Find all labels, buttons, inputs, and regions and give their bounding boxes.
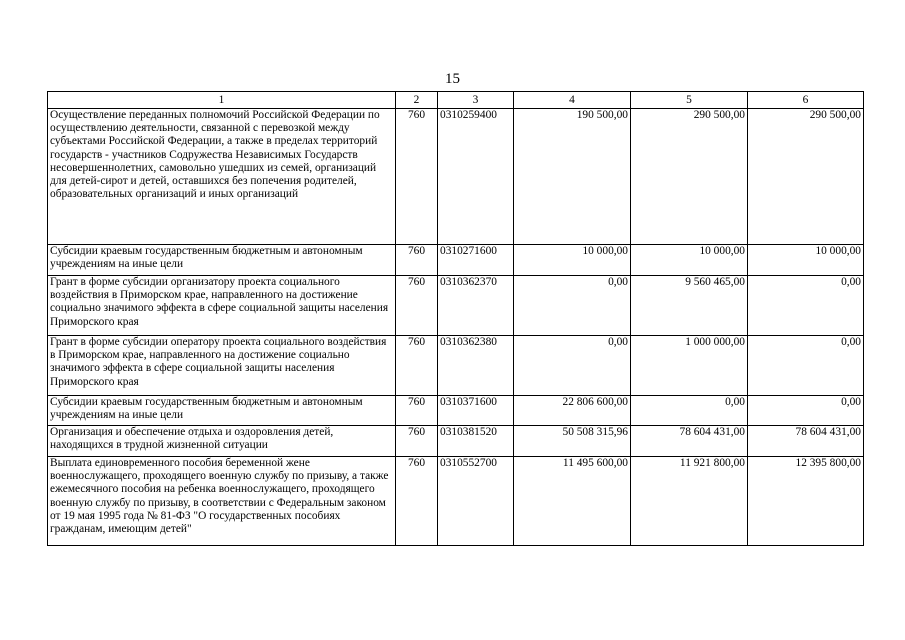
row-target-article: 0310381520 <box>438 426 514 457</box>
header-col-2: 2 <box>396 92 438 109</box>
row-amount-col5: 290 500,00 <box>631 109 748 245</box>
row-code: 760 <box>396 396 438 426</box>
row-code: 760 <box>396 276 438 336</box>
row-amount-col6: 10 000,00 <box>748 245 864 276</box>
row-target-article: 0310371600 <box>438 396 514 426</box>
table-row <box>48 109 864 245</box>
row-amount-col5: 0,00 <box>631 396 748 426</box>
row-target-article: 0310271600 <box>438 245 514 276</box>
row-name: Грант в форме субсидии оператору проекта социального воздействия в Приморском крае, направленного на достижение социально значимого эффекта в сфере социальной защиты населения Приморского края <box>48 336 396 396</box>
page-number: 15 <box>445 71 460 87</box>
row-target-article: 0310552700 <box>438 457 514 546</box>
row-amount-col5: 10 000,00 <box>631 245 748 276</box>
row-code: 760 <box>396 426 438 457</box>
row-amount-col4: 22 806 600,00 <box>514 396 631 426</box>
row-amount-col6: 78 604 431,00 <box>748 426 864 457</box>
table-row <box>48 396 864 426</box>
row-code: 760 <box>396 245 438 276</box>
row-amount-col6: 0,00 <box>748 396 864 426</box>
row-amount-col4: 10 000,00 <box>514 245 631 276</box>
row-target-article: 0310362380 <box>438 336 514 396</box>
row-amount-col4: 0,00 <box>514 336 631 396</box>
row-name: Грант в форме субсидии организатору проекта социального воздействия в Приморском крае, направленного на достижение социально значимого эффекта в сфере социальной защиты населения Приморского края <box>48 276 396 336</box>
row-target-article: 0310259400 <box>438 109 514 245</box>
header-col-3: 3 <box>438 92 514 109</box>
row-amount-col4: 0,00 <box>514 276 631 336</box>
table-header-row <box>48 92 864 109</box>
row-amount-col6: 12 395 800,00 <box>748 457 864 546</box>
header-col-6: 6 <box>748 92 864 109</box>
row-amount-col6: 0,00 <box>748 336 864 396</box>
row-amount-col5: 78 604 431,00 <box>631 426 748 457</box>
row-name: Осуществление переданных полномочий Российской Федерации по осуществлению деятельности, связанной с перевозкой между субъектами Российской Федерации, а также в пределах территорий государств - участников Содружества Независимых Государств несовершеннолетних, самовольно ушедших из семей, организаций для детей-сирот и детей, оставшихся без попечения родителей, образовательных организаций и иных организаций <box>48 109 396 245</box>
row-target-article: 0310362370 <box>438 276 514 336</box>
header-col-1: 1 <box>48 92 396 109</box>
table-row <box>48 457 864 546</box>
table-row <box>48 336 864 396</box>
row-amount-col6: 0,00 <box>748 276 864 336</box>
row-code: 760 <box>396 109 438 245</box>
row-code: 760 <box>396 457 438 546</box>
row-amount-col4: 50 508 315,96 <box>514 426 631 457</box>
table-row <box>48 245 864 276</box>
header-col-5: 5 <box>631 92 748 109</box>
row-amount-col5: 1 000 000,00 <box>631 336 748 396</box>
row-amount-col6: 290 500,00 <box>748 109 864 245</box>
row-amount-col4: 190 500,00 <box>514 109 631 245</box>
row-amount-col4: 11 495 600,00 <box>514 457 631 546</box>
row-amount-col5: 9 560 465,00 <box>631 276 748 336</box>
row-name: Субсидии краевым государственным бюджетным и автономным учреждениям на иные цели <box>48 396 396 426</box>
table-row <box>48 426 864 457</box>
row-name: Выплата единовременного пособия беременной жене военнослужащего, проходящего военную службу по призыву, а также ежемесячного пособия на ребенка военнослужащего, проходящего военную службу по призыву, в соответствии с Федеральным законом от 19 мая 1995 года № 81-ФЗ "О государственных пособиях гражданам, имеющим детей" <box>48 457 396 546</box>
header-col-4: 4 <box>514 92 631 109</box>
row-code: 760 <box>396 336 438 396</box>
row-amount-col5: 11 921 800,00 <box>631 457 748 546</box>
row-name: Субсидии краевым государственным бюджетным и автономным учреждениям на иные цели <box>48 245 396 276</box>
table-row <box>48 276 864 336</box>
budget-table <box>47 91 864 546</box>
row-name: Организация и обеспечение отдыха и оздоровления детей, находящихся в трудной жизненной ситуации <box>48 426 396 457</box>
